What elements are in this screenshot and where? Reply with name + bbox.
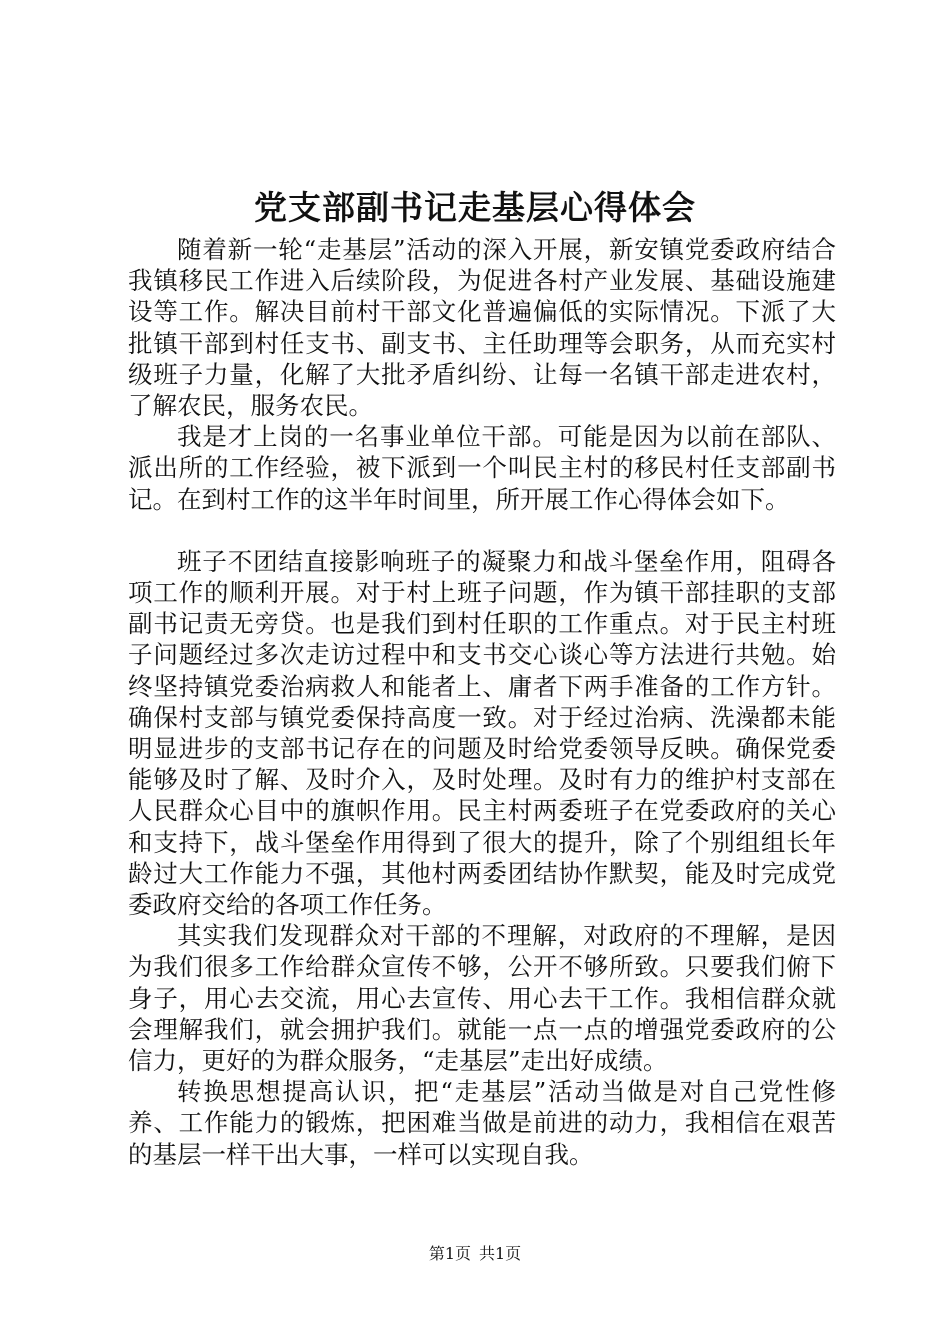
- paragraph-2: 我是才上岗的一名事业单位干部。可能是因为以前在部队、派出所的工作经验，被下派到一个叫民主村的移民村任支部副书记。在到村工作的这半年时间里，所开展工作心得体会如下。: [128, 422, 836, 514]
- page-total: 共1页: [479, 1244, 522, 1263]
- page-footer: [0, 1244, 950, 1264]
- paragraph-5: 转换思想提高认识，把“走基层”活动当做是对自己党性修养、工作能力的锻炼，把困难当做是前进的动力，我相信在艰苦的基层一样干出大事，一样可以实现自我。: [128, 1077, 836, 1169]
- document-title: 党支部副书记走基层心得体会: [254, 188, 696, 227]
- paragraph-1: 随着新一轮“走基层”活动的深入开展，新安镇党委政府结合我镇移民工作进入后续阶段，为促进各村产业发展、基础设施建设等工作。解决目前村干部文化普遍偏低的实际情况。下派了大批镇干部到村任支书、副支书、主任助理等会职务，从而充实村级班子力量，化解了大批矛盾纠纷、让每一名镇干部走进农村，了解农民，服务农民。: [128, 235, 836, 421]
- page-number: 第1页: [428, 1244, 471, 1263]
- paragraph-3: 班子不团结直接影响班子的凝聚力和战斗堡垒作用，阻碍各项工作的顺利开展。对于村上班子问题，作为镇干部挂职的支部副书记责无旁贷。也是我们到村任职的工作重点。对于民主村班子问题经过多次走访过程中和支书交心谈心等方法进行共勉。始终坚持镇党委治病救人和能者上、庸者下两手准备的工作方针。确保村支部与镇党委保持高度一致。对于经过治病、洗澡都未能明显进步的支部书记存在的问题及时给党委领导反映。确保党委能够及时了解、及时介入，及时处理。及时有力的维护村支部在人民群众心目中的旗帜作用。民主村两委班子在党委政府的关心和支持下，战斗堡垒作用得到了很大的提升，除了个别组组长年龄过大工作能力不强，其他村两委团结协作默契，能及时完成党委政府交给的各项工作任务。: [128, 546, 836, 920]
- paragraph-4: 其实我们发现群众对干部的不理解，对政府的不理解，是因为我们很多工作给群众宣传不够，公开不够所致。只要我们俯下身子，用心去交流，用心去宣传、用心去干工作。我相信群众就会理解我们，就会拥护我们。就能一点一点的增强党委政府的公信力，更好的为群众服务，“走基层”走出好成绩。: [128, 921, 836, 1076]
- document-body: [128, 234, 836, 1170]
